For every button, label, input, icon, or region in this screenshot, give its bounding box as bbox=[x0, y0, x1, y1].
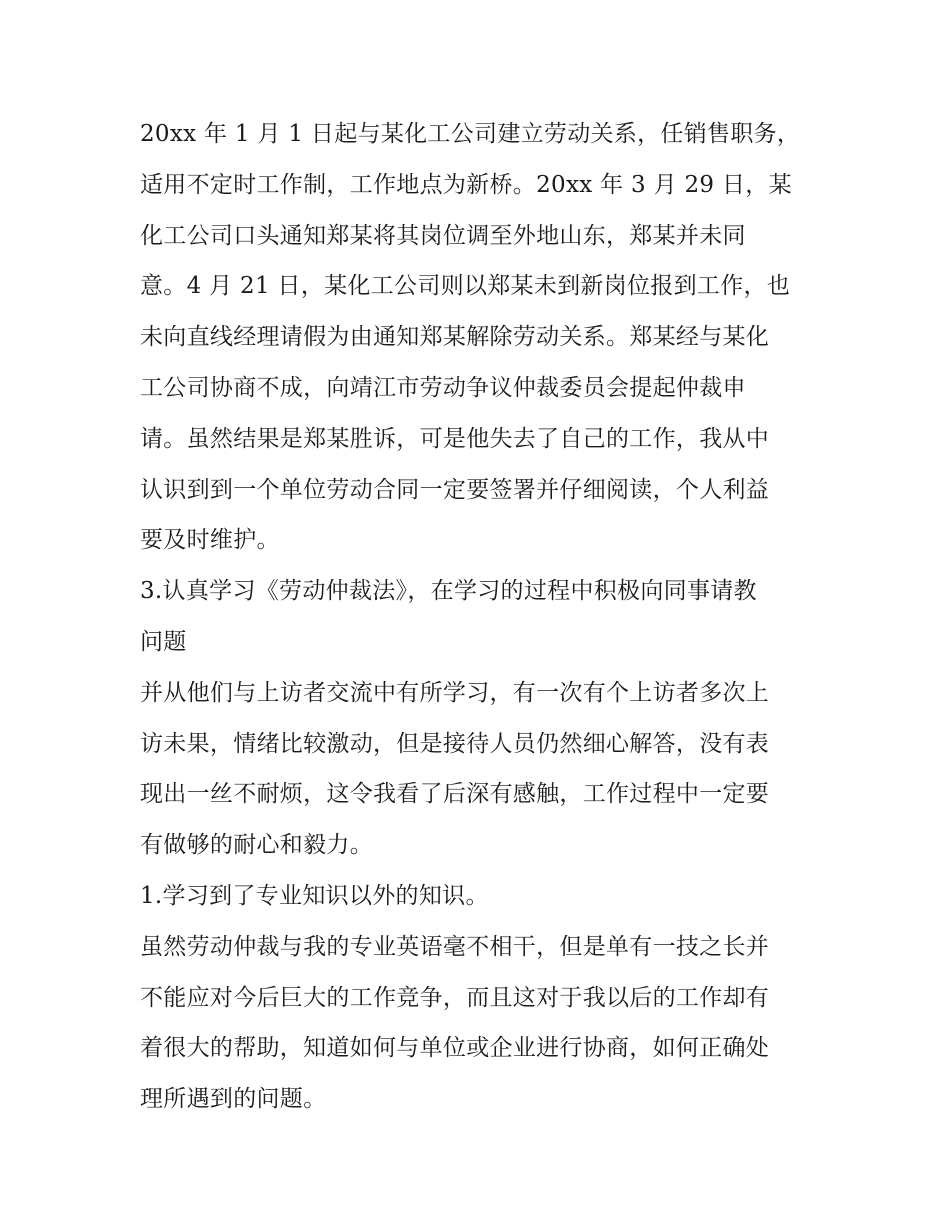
text-line: 虽然劳动仲裁与我的专业英语毫不相干，但是单有一技之长并 bbox=[140, 933, 770, 960]
text-line: 并从他们与上访者交流中有所学习，有一次有个上访者多次上 bbox=[140, 679, 770, 706]
text-line: 现出一丝不耐烦，这令我看了后深有感触，工作过程中一定要 bbox=[140, 781, 770, 808]
text-line: 访未果，情绪比较激动，但是接待人员仍然细心解答，没有表 bbox=[140, 730, 770, 757]
text-line: 着很大的帮助，知道如何与单位或企业进行协商，如何正确处 bbox=[140, 1035, 770, 1062]
text-line: 化工公司口头通知郑某将其岗位调至外地山东，郑某并未同 bbox=[140, 222, 746, 249]
section-heading-3-cont: 问题 bbox=[140, 628, 187, 655]
body-text bbox=[140, 109, 820, 1125]
text-line: 认识到到一个单位劳动合同一定要签署并仔细阅读，个人利益 bbox=[140, 476, 770, 503]
section-heading-3: 3.认真学习《劳动仲裁法》，在学习的过程中积极向同事请教 bbox=[140, 578, 757, 605]
text-line: 工公司协商不成，向靖江市劳动争议仲裁委员会提起仲裁申 bbox=[140, 374, 746, 401]
text-line: 20xx 年 1 月 1 日起与某化工公司建立劳动关系，任销售职务， bbox=[140, 121, 801, 147]
text-line: 请。虽然结果是郑某胜诉，可是他失去了自己的工作，我从中 bbox=[140, 425, 770, 452]
text-line: 有做够的耐心和毅力。 bbox=[140, 832, 373, 859]
section-heading-1: 1.学习到了专业知识以外的知识。 bbox=[140, 882, 489, 909]
text-line: 意。4 月 21 日，某化工公司则以郑某未到新岗位报到工作，也 bbox=[140, 273, 791, 300]
text-line: 适用不定时工作制，工作地点为新桥。20xx 年 3 月 29 日，某 bbox=[140, 171, 792, 198]
text-line: 理所遇到的问题。 bbox=[140, 1086, 327, 1113]
text-line: 不能应对今后巨大的工作竞争，而且这对于我以后的工作却有 bbox=[140, 984, 770, 1011]
text-line: 未向直线经理请假为由通知郑某解除劳动关系。郑某经与某化 bbox=[140, 324, 770, 351]
text-line: 要及时维护。 bbox=[140, 527, 280, 554]
